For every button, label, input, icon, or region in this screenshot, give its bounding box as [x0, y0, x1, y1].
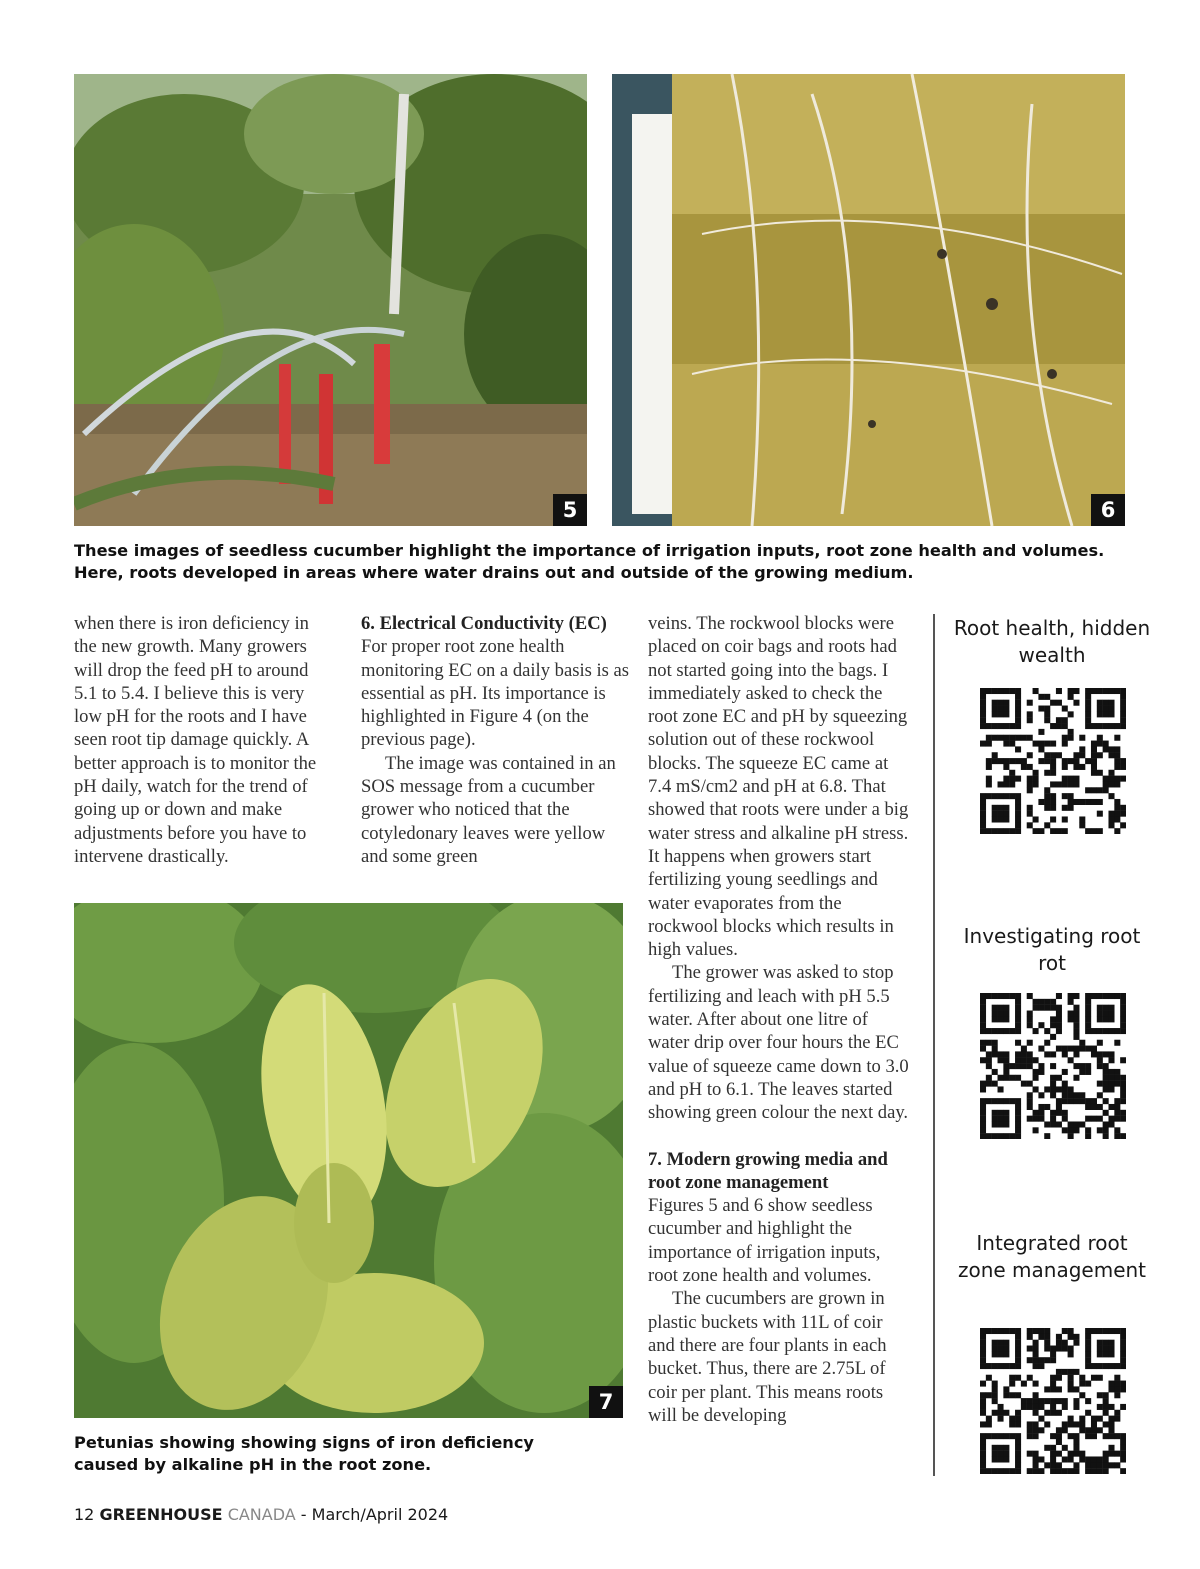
figure-6-photo — [612, 74, 1125, 526]
qr-code-icon[interactable] — [980, 993, 1126, 1139]
qr-code-icon[interactable] — [980, 1328, 1126, 1474]
petunia-figure-caption: Petunias showing showing signs of iron deficiency caused by alkaline pH in the root zone. — [74, 1433, 534, 1474]
col1-paragraph-1: when there is iron deficiency in the new growth. Many growers will drop the feed pH to around 5.1 to 5.4. I believe this is very low pH for the roots and I have seen root tip damage quickly. A better approach is to monitor the pH daily, watch for the trend of going up or down and make adjustments before you have to intervene drastically. — [74, 613, 317, 867]
figure-7-photo — [74, 903, 623, 1418]
sidebar-title-root-rot: Investigating root rot — [963, 924, 1141, 975]
section-heading-ec: 6. Electrical Conductivity (EC) — [361, 613, 607, 634]
page-footer — [74, 1505, 448, 1524]
magazine-country: CANADA — [227, 1505, 296, 1524]
issue-date: - March/April 2024 — [300, 1505, 449, 1524]
column-2 — [361, 612, 631, 868]
figure-7-number: 7 — [589, 1386, 623, 1418]
column-1 — [74, 612, 336, 868]
qr-code-icon[interactable] — [980, 688, 1126, 834]
section-heading-growing-media: 7. Modern growing media and root zone management — [648, 1148, 888, 1193]
sidebar-divider — [933, 614, 935, 1476]
sidebar-title-integrated: Integrated root zone management — [957, 1231, 1147, 1282]
page-number: 12 — [74, 1505, 95, 1524]
magazine-brand: GREENHOUSE — [99, 1505, 223, 1524]
column-3 — [648, 612, 912, 1427]
col3-paragraph-4: The cucumbers are grown in plastic buckets with 11L of coir and there are four plants in each bucket. Thus, there are 2.75L of coir per plant. This means roots will be developing — [648, 1288, 887, 1426]
col3-paragraph-2: The grower was asked to stop fertilizing and leach with pH 5.5 water. After about one litre of water drip over four hours the EC value of squeeze came down to 3.0 and pH to 6.1. The leaves started showing green colour the next day. — [648, 962, 909, 1124]
col2-paragraph-1: For proper root zone health monitoring EC on a daily basis is as essential as pH. Its importance is highlighted in Figure 4 (on the previous page). — [361, 636, 630, 751]
col3-paragraph-3: Figures 5 and 6 show seedless cucumber and highlight the importance of irrigation inputs, root zone health and volumes. — [648, 1195, 881, 1287]
top-figure-caption: These images of seedless cucumber highlight the importance of irrigation inputs, root zone health and volumes. Here, roots developed in areas where water drains out and outside of the growing medium. — [74, 541, 1105, 582]
sidebar-title-root-health: Root health, hidden wealth — [953, 616, 1151, 667]
figure-6-number: 6 — [1091, 494, 1125, 526]
figure-5-photo — [74, 74, 587, 526]
figure-5-number: 5 — [553, 494, 587, 526]
col3-paragraph-1: veins. The rockwool blocks were placed on coir bags and roots had not started going into the bags. I immediately asked to check the root zone EC and pH by squeezing solution out of these rockwool blocks. The squeeze EC came at 7.4 mS/cm2 and pH at 6.8. That showed that roots were under a big water stress and alkaline pH stress. It happens when growers start fertilizing young seedlings and water evaporates from the rockwool blocks which results in high values. — [648, 613, 909, 961]
col2-paragraph-2: The image was contained in an SOS message from a cucumber grower who noticed that the cotyledonary leaves were yellow and some green — [361, 752, 616, 867]
